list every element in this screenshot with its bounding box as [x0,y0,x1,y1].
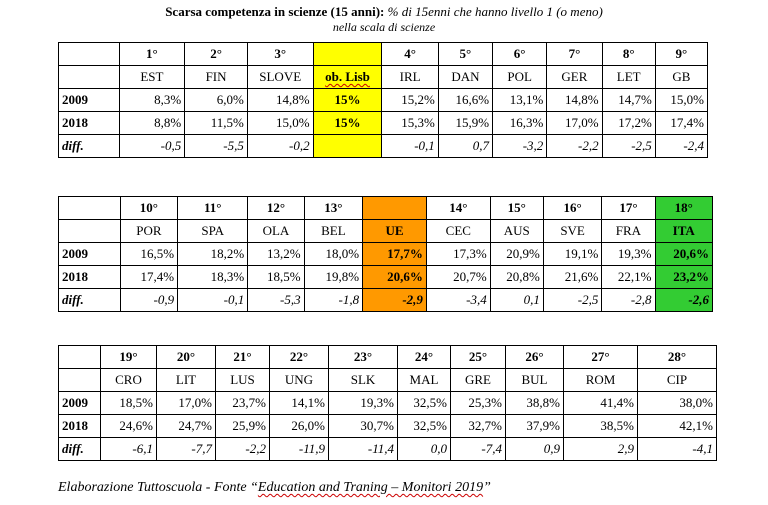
value-cell: 15,0% [247,112,313,135]
diff-cell: -2,2 [216,438,270,461]
year-2009-row [59,89,708,112]
country-cell: GER [547,66,602,89]
diff-cell: 0,0 [398,438,451,461]
row-label: 2018 [59,415,101,438]
diff-cell: -0,1 [382,135,438,158]
diff-cell-ita: -2,6 [655,289,713,312]
value-cell: 20,9% [490,243,543,266]
year-2018-row [59,266,713,289]
value-cell: 6,0% [185,89,248,112]
value-cell: 17,3% [426,243,490,266]
country-cell: BEL [304,220,362,243]
value-cell: 22,1% [602,266,655,289]
rank-cell: 12° [248,197,304,220]
value-cell: 42,1% [638,415,717,438]
value-cell: 15,3% [382,112,438,135]
value-cell: 18,5% [248,266,304,289]
value-cell: 15,9% [438,112,492,135]
diff-cell: -2,2 [547,135,602,158]
value-cell: 16,5% [120,243,177,266]
row-label: 2009 [59,392,101,415]
rank-cell: 4° [382,43,438,66]
country-cell: SPA [178,220,248,243]
rank-cell: 5° [438,43,492,66]
table-ranks-10-18 [58,196,713,312]
rank-cell: 21° [216,346,270,369]
diff-cell: -2,5 [543,289,601,312]
row-label: diff. [59,289,121,312]
table-title [0,4,768,19]
footer-source: Education and Traning – Monitori 2019 [257,480,484,495]
value-cell: 8,3% [119,89,185,112]
ob-lisb-label: ob. Lisb [325,69,370,84]
value-cell: 26,0% [270,415,329,438]
year-2018-row [59,415,717,438]
rank-cell: 14° [426,197,490,220]
value-cell: 18,0% [304,243,362,266]
diff-cell: -7,7 [157,438,216,461]
source-footer [58,480,491,496]
rank-cell: 10° [120,197,177,220]
diff-cell: -1,8 [304,289,362,312]
value-cell: 17,4% [655,112,707,135]
value-cell: 19,8% [304,266,362,289]
country-cell: SLOVE [247,66,313,89]
rank-cell: 26° [506,346,564,369]
row-label: diff. [59,135,120,158]
value-cell: 16,3% [493,112,547,135]
value-cell: 38,8% [506,392,564,415]
rank-cell: 9° [655,43,707,66]
value-cell: 16,6% [438,89,492,112]
row-label: 2018 [59,266,121,289]
value-cell: 18,5% [101,392,157,415]
value-cell-ue: 17,7% [363,243,427,266]
value-cell: 30,7% [329,415,398,438]
rank-cell: 15° [490,197,543,220]
value-cell-ob-lisb: 15% [313,112,382,135]
rank-cell: 20° [157,346,216,369]
title-bold: Scarsa competenza in scienze (15 anni): [165,4,385,19]
rank-cell: 22° [270,346,329,369]
diff-cell: 0,9 [506,438,564,461]
value-cell: 37,9% [506,415,564,438]
value-cell: 17,2% [602,112,655,135]
value-cell: 14,8% [547,89,602,112]
rank-cell: 8° [602,43,655,66]
row-label: 2009 [59,89,120,112]
diff-cell-ob-lisb [313,135,382,158]
diff-cell: -7,4 [451,438,506,461]
diff-cell: -3,4 [426,289,490,312]
diff-row [59,135,708,158]
value-cell: 23,7% [216,392,270,415]
country-cell: CEC [426,220,490,243]
country-cell: LIT [157,369,216,392]
country-cell: SVE [543,220,601,243]
diff-cell: -5,3 [248,289,304,312]
value-cell-ob-lisb: 15% [313,89,382,112]
value-cell: 17,0% [547,112,602,135]
value-cell: 18,3% [178,266,248,289]
value-cell-ita: 20,6% [655,243,713,266]
rank-cell-ita: 18° [655,197,713,220]
country-cell: GRE [451,369,506,392]
diff-row [59,438,717,461]
rank-cell: 3° [247,43,313,66]
value-cell: 17,4% [120,266,177,289]
diff-cell: -0,9 [120,289,177,312]
rank-cell: 11° [178,197,248,220]
label-cell [59,66,120,89]
country-row [59,66,708,89]
value-cell-ita: 23,2% [655,266,713,289]
diff-cell: -6,1 [101,438,157,461]
label-cell [59,220,121,243]
country-cell-ue: UE [363,220,427,243]
value-cell: 21,6% [543,266,601,289]
diff-cell: -2,4 [655,135,707,158]
value-cell: 18,2% [178,243,248,266]
year-2018-row [59,112,708,135]
value-cell: 25,9% [216,415,270,438]
value-cell: 14,1% [270,392,329,415]
label-cell [59,369,101,392]
diff-cell: -2,8 [602,289,655,312]
country-cell: UNG [270,369,329,392]
country-cell: FRA [602,220,655,243]
diff-cell: -5,5 [185,135,248,158]
value-cell: 19,3% [602,243,655,266]
value-cell-ue: 20,6% [363,266,427,289]
country-row [59,369,717,392]
country-cell: LET [602,66,655,89]
country-cell: LUS [216,369,270,392]
rank-cell-ue [363,197,427,220]
diff-cell: -0,1 [178,289,248,312]
diff-cell: 0,1 [490,289,543,312]
diff-row [59,289,713,312]
diff-cell: -4,1 [638,438,717,461]
country-cell: AUS [490,220,543,243]
value-cell: 17,0% [157,392,216,415]
diff-cell: 0,7 [438,135,492,158]
rank-cell: 7° [547,43,602,66]
country-cell: SLK [329,369,398,392]
diff-cell: -0,5 [119,135,185,158]
footer-suffix: ” [483,480,491,495]
value-cell: 14,7% [602,89,655,112]
rank-cell: 13° [304,197,362,220]
country-cell: EST [119,66,185,89]
diff-cell: -3,2 [493,135,547,158]
row-label: 2009 [59,243,121,266]
diff-cell-ue: -2,9 [363,289,427,312]
country-cell: OLA [248,220,304,243]
corner-cell [59,43,120,66]
corner-cell [59,197,121,220]
value-cell: 38,0% [638,392,717,415]
value-cell: 38,5% [564,415,638,438]
value-cell: 15,2% [382,89,438,112]
row-label: 2018 [59,112,120,135]
diff-cell: -11,4 [329,438,398,461]
diff-cell: -11,9 [270,438,329,461]
rank-cell-ob-lisb [313,43,382,66]
value-cell: 13,1% [493,89,547,112]
table-subtitle: nella scala di scienze [332,20,436,34]
value-cell: 25,3% [451,392,506,415]
rank-cell: 6° [493,43,547,66]
value-cell: 8,8% [119,112,185,135]
country-cell-ob-lisb [313,66,382,89]
table-ranks-19-28 [58,345,717,461]
rank-cell: 23° [329,346,398,369]
rank-cell: 24° [398,346,451,369]
value-cell: 41,4% [564,392,638,415]
value-cell: 24,7% [157,415,216,438]
rank-cell: 27° [564,346,638,369]
country-cell: MAL [398,369,451,392]
country-cell: ROM [564,369,638,392]
value-cell: 14,8% [247,89,313,112]
value-cell: 19,3% [329,392,398,415]
diff-cell: -2,5 [602,135,655,158]
country-cell: POR [120,220,177,243]
rank-cell: 1° [119,43,185,66]
value-cell: 24,6% [101,415,157,438]
value-cell: 15,0% [655,89,707,112]
value-cell: 32,7% [451,415,506,438]
country-cell: FIN [185,66,248,89]
table-ranks-1-9 [58,42,708,158]
country-cell-ita: ITA [655,220,713,243]
rank-cell: 25° [451,346,506,369]
country-cell: GB [655,66,707,89]
rank-row [59,346,717,369]
rank-cell: 16° [543,197,601,220]
diff-cell: -0,2 [247,135,313,158]
rank-row [59,43,708,66]
country-cell: BUL [506,369,564,392]
value-cell: 20,7% [426,266,490,289]
country-row [59,220,713,243]
rank-cell: 17° [602,197,655,220]
value-cell: 13,2% [248,243,304,266]
value-cell: 19,1% [543,243,601,266]
value-cell: 20,8% [490,266,543,289]
value-cell: 32,5% [398,392,451,415]
title-italic: % di 15enni che hanno livello 1 (o meno) [387,4,603,19]
rank-cell: 19° [101,346,157,369]
rank-cell: 28° [638,346,717,369]
country-cell: IRL [382,66,438,89]
corner-cell [59,346,101,369]
country-cell: DAN [438,66,492,89]
year-2009-row [59,243,713,266]
rank-cell: 2° [185,43,248,66]
value-cell: 11,5% [185,112,248,135]
footer-prefix: Elaborazione Tuttoscuola - Fonte “ [58,480,258,495]
diff-cell: 2,9 [564,438,638,461]
rank-row [59,197,713,220]
row-label: diff. [59,438,101,461]
country-cell: CIP [638,369,717,392]
value-cell: 32,5% [398,415,451,438]
country-cell: CRO [101,369,157,392]
year-2009-row [59,392,717,415]
country-cell: POL [493,66,547,89]
